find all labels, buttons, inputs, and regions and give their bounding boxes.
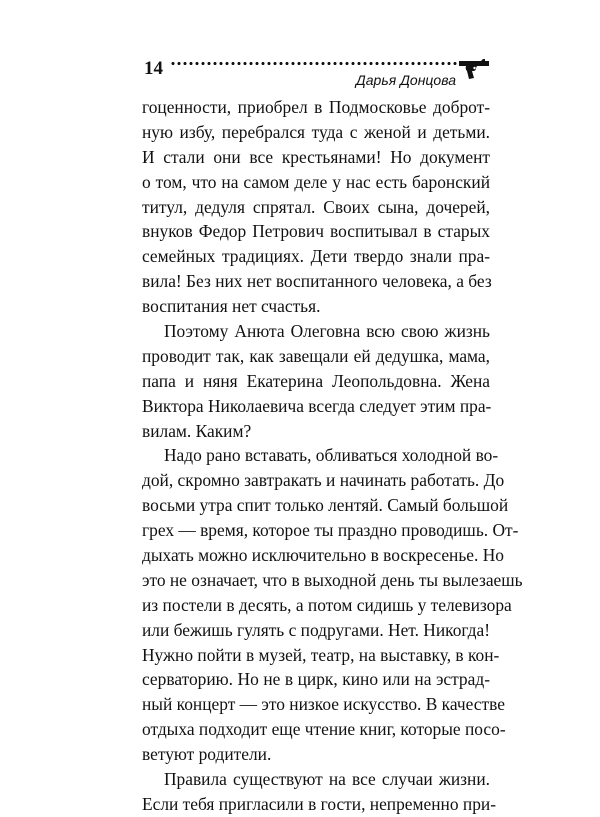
text-line: семейных традициях. Дети твердо знали пра-	[142, 246, 490, 267]
text-line: Нужно пойти в музей, театр, на выставку, в кон-	[142, 644, 500, 665]
running-header	[142, 58, 490, 90]
text-line: или бежишь гулять с подругами. Нет. Никогда!	[142, 619, 491, 640]
text-line: Если тебя пригласили в гости, непременно при-	[142, 793, 497, 814]
body-text	[142, 95, 523, 817]
text-line: внуков Федор Петрович воспитывал в старых	[142, 221, 490, 242]
text-line: воспитания нет счастья.	[142, 296, 321, 317]
text-line: отдыха подходит еще чтение книг, которые посо-	[142, 719, 506, 740]
text-line: это не означает, что в выходной день ты вылезаешь	[142, 569, 523, 590]
text-line: титул, дедуля спрятал. Своих сына, дочерей,	[142, 196, 490, 217]
text-line: Надо рано вставать, обливаться холодной во-	[164, 445, 499, 466]
text-line: о том, что на самом деле у нас есть баронский	[142, 171, 490, 192]
text-line: восьми утра спит только лентяй. Самый большой	[142, 495, 509, 516]
text-line: грех — время, которое ты праздно проводишь. От-	[142, 520, 519, 541]
text-line: дыхать можно исключительно в воскресенье. Но	[142, 545, 504, 566]
text-line: И стали они все крестьянами! Но документ	[142, 146, 490, 167]
text-line: Поэтому Анюта Олеговна всю свою жизнь	[164, 321, 490, 342]
page-number: 14	[144, 58, 163, 79]
text-line: серваторию. Но не в цирк, кино или на эстрад-	[142, 669, 490, 690]
revolver-icon	[458, 58, 490, 80]
text-line: проводит так, как завещали ей дедушка, мама,	[142, 345, 490, 366]
text-line: из постели в десять, а потом сидишь у телевизора	[142, 594, 512, 615]
text-line: Правила существуют на все случаи жизни.	[164, 769, 490, 790]
running-author: Дарья Донцова	[355, 72, 456, 88]
dotted-rule	[170, 61, 464, 66]
text-line: дой, скромно завтракать и начинать работать. До	[142, 470, 505, 491]
text-line: ветуют родители.	[142, 744, 272, 765]
text-line: ный концерт — это низкое искусство. В качестве	[142, 694, 505, 715]
text-line: папа и няня Екатерина Леопольдовна. Жена	[142, 370, 490, 391]
text-line: гоценности, приобрел в Подмосковье доброт-	[142, 97, 490, 117]
text-line: Виктора Николаевича всегда следует этим пра-	[142, 395, 492, 416]
text-line: вилам. Каким?	[142, 420, 252, 441]
text-line: ную избу, перебрался туда с женой и детьми.	[142, 121, 490, 142]
text-line: вила! Без них нет воспитанного человека, а без	[142, 271, 492, 292]
